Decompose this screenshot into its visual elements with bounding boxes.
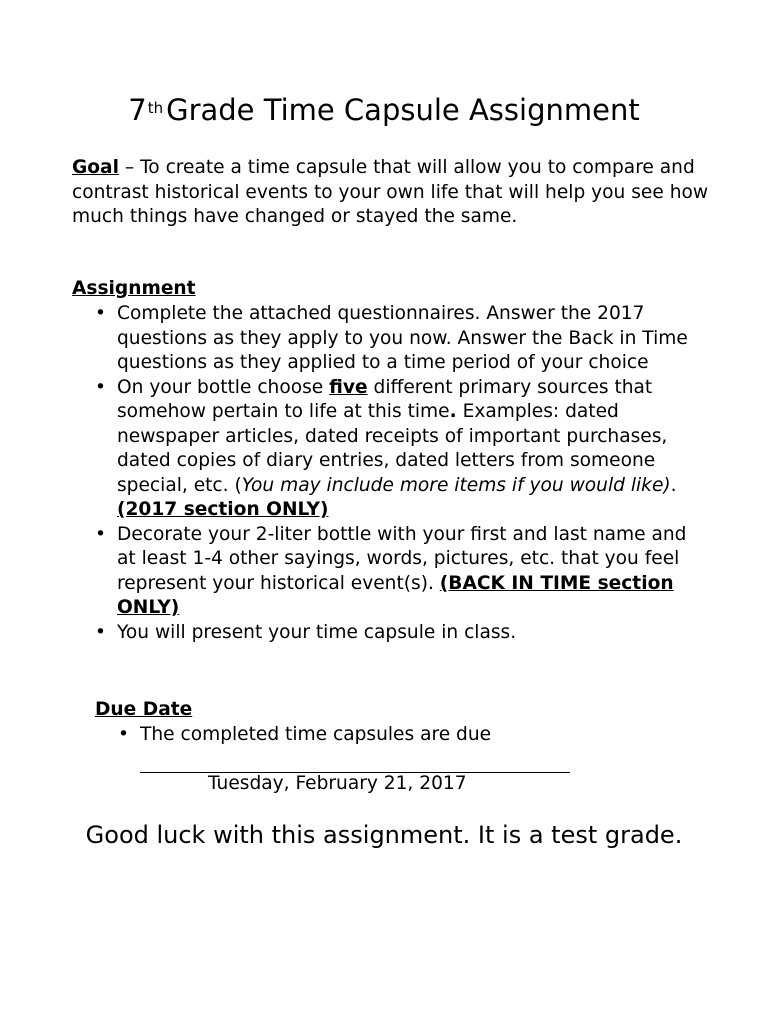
title-grade-number: 7 xyxy=(128,93,147,127)
list-item xyxy=(72,376,702,523)
assignment-item-2-emphasis: five xyxy=(329,376,368,398)
assignment-item-2-italic: You may include more items if you would like) xyxy=(241,474,671,496)
assignment-item-2-note: (2017 section ONLY) xyxy=(117,499,329,520)
assignment-item-2-after: Examples: dated newspaper articles, dated receipts of important purchases, dated copies of diary entries, dated letters from someone special, etc. ( xyxy=(117,401,668,496)
assignment-item-2-period: . xyxy=(449,401,457,422)
title-text: Grade Time Capsule Assignment xyxy=(166,93,640,127)
bullet-icon: • xyxy=(95,376,106,398)
assignment-item-2-after-italic: . xyxy=(670,474,677,496)
bullet-icon: • xyxy=(95,303,106,324)
assignment-item-3-note: (BACK IN TIME section ONLY) xyxy=(117,572,674,618)
bullet-icon: • xyxy=(118,724,129,745)
assignment-heading: Assignment xyxy=(72,278,196,299)
due-date-item-text: The completed time capsules are due xyxy=(140,724,492,745)
assignment-item-4-text: You will present your time capsule in class. xyxy=(117,621,517,643)
due-date-heading: Due Date xyxy=(95,699,193,720)
assignment-list xyxy=(72,302,702,645)
list-item xyxy=(72,302,702,376)
list-item xyxy=(72,523,702,621)
title-superscript: th xyxy=(147,99,164,117)
assignment-item-3-text: Decorate your 2-liter bottle with your first and last name and at least 1-4 other sayings, words, pictures, etc. that you feel represent your historical event(s). xyxy=(117,523,687,594)
bullet-icon: • xyxy=(95,621,106,643)
closing-message: Good luck with this assignment. It is a test grade. xyxy=(85,821,683,849)
goal-text: – To create a time capsule that will allow you to compare and contrast historical events to your own life that will help you see how much things have changed or stayed the same. xyxy=(72,157,709,227)
goal-paragraph xyxy=(72,156,712,230)
assignment-item-2-middle: different primary sources that somehow pertain to life at this time xyxy=(117,376,653,422)
assignment-item-1-text: Complete the attached questionnaires. Answer the 2017 questions as they apply to you now. Answer the Back in Time questions as they applied to a time period of your choice xyxy=(117,303,688,373)
list-item xyxy=(95,723,655,748)
assignment-item-2-before: On your bottle choose xyxy=(117,376,330,398)
due-date-value: Tuesday, February 21, 2017 xyxy=(208,773,467,794)
due-date-line xyxy=(140,772,570,794)
goal-label: Goal xyxy=(72,157,119,178)
list-item xyxy=(72,621,702,646)
page-title xyxy=(0,90,768,130)
due-date-list xyxy=(95,723,655,748)
bullet-icon: • xyxy=(95,523,106,545)
